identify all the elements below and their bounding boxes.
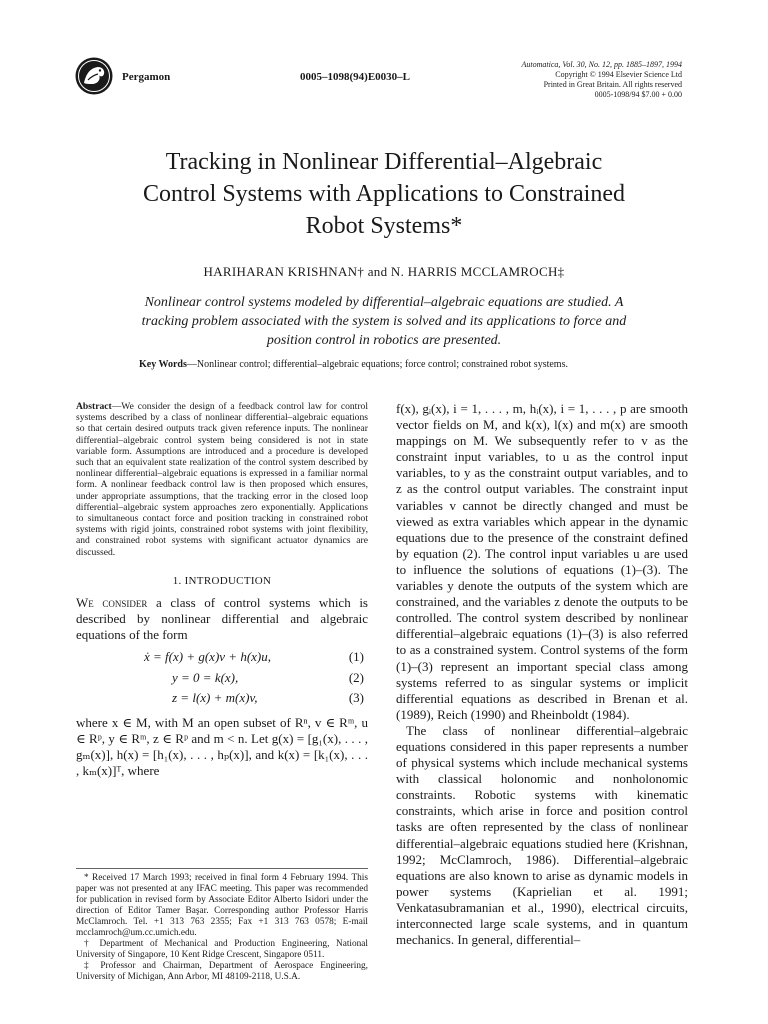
equation-row: [76, 647, 368, 668]
title-line: Control Systems with Applications to Constrained: [143, 181, 625, 207]
intro-lead: We consider: [76, 594, 148, 610]
journal-citation: Automatica, Vol. 30, No. 12, pp. 1885–1897, 1994: [521, 60, 682, 69]
keywords-text: —Nonlinear control; differential–algebraic equations; force control; constrained robot systems.: [186, 359, 568, 370]
title-line: Tracking in Nonlinear Differential–Algebraic: [165, 149, 603, 175]
right-column: [396, 401, 688, 948]
equation-block: [76, 647, 368, 709]
abstract: [76, 401, 368, 558]
copyright-line: Copyright © 1994 Elsevier Science Ltd: [555, 70, 682, 79]
price-line: 0005-1098/94 $7.00 + 0.00: [594, 90, 682, 99]
page-header: [0, 0, 768, 110]
summary: Nonlinear control systems modeled by differential–algebraic equations are studied. A tracking problem associated with the system is solved and its applications to force and position control in robotics are presented.: [141, 295, 627, 348]
article-code: 0005–1098(94)E0030–L: [300, 71, 410, 83]
body-paragraph: The class of nonlinear differential–algebraic equations considered in this paper represents a number of physical systems which include mechanical systems with classical holonomic and nonholonomic constraints. Robotic systems with kinematic constraints, which arise in force and position control tasks are often represented by the class of nonlinear differential–algebraic equations studied here (Krishnan, 1992; McClamroch, 1986). Differential–algebraic equations are also known to arise as dynamic models in power systems (Kaprielian et al. 1991; Venkatasubramanian et al., 1990), electrical circuits, interconnected large scale systems, and in quantum mechanics. In general, differential–: [396, 722, 688, 948]
equation-number: (1): [348, 649, 364, 665]
equation-number: (3): [348, 690, 364, 706]
footnotes: [76, 868, 368, 983]
left-column: [76, 401, 368, 779]
equation: ẋ = f(x) + g(x)v + h(x)u,: [144, 649, 272, 665]
intro-paragraph: where x ∈ M, with M an open subset of Rⁿ, v ∈ Rᵐ, u ∈ Rᵖ, y ∈ Rᵐ, z ∈ Rᵖ and m < n. Let g(x) = [g₁(x), . . . , gₘ(x)], h(x) = [h₁(x), . . . , hₚ(x)], and k(x) = [k₁(x), . . . , kₘ(x)]ᵀ, where: [76, 714, 368, 778]
equation: z = l(x) + m(x)v,: [172, 690, 258, 706]
intro-paragraph: [76, 595, 368, 643]
footnote: * Received 17 March 1993; received in final form 4 February 1994. This paper was not presented at any IFAC meeting. This paper was recommended for publication in revised form by Associate Editor Alberto Isidori under the direction of Editor Tamer Başar. Corresponding author Professor Harris McClamroch. Tel. +1 313 763 2355; Fax +1 313 763 0578; E-mail mcclamroch@um.cc.umich.edu.: [76, 873, 368, 938]
footnote: ‡ Professor and Chairman, Department of Aerospace Engineering, University of Michigan, Ann Arbor, MI 48109-2118, U.S.A.: [76, 961, 368, 982]
printed-line: Printed in Great Britain. All rights reserved: [543, 80, 682, 89]
keywords-label: Key Words: [139, 359, 187, 370]
equation-number: (2): [348, 669, 364, 685]
abstract-label: Abstract: [76, 401, 112, 412]
title-line: Robot Systems*: [305, 213, 463, 239]
author-line: HARIHARAN KRISHNAN† and N. HARRIS MCCLAMROCH‡: [203, 264, 565, 279]
equation: y = 0 = k(x),: [172, 669, 239, 685]
equation-row: [76, 668, 368, 689]
pergamon-logo-icon: [74, 56, 114, 96]
journal-info: [522, 60, 682, 100]
section-heading: 1. INTRODUCTION: [172, 574, 272, 587]
paper-title: [60, 146, 708, 242]
keywords: [139, 359, 639, 371]
footnote: † Department of Mechanical and Production Engineering, National University of Singapore, 10 Kent Ridge Crescent, Singapore 0511.: [76, 939, 368, 960]
publisher-name: Pergamon: [122, 71, 171, 83]
equation-row: [76, 688, 368, 709]
abstract-text: —We consider the design of a feedback control law for control systems described by a class of nonlinear differential–algebraic equations so that certain desired outputs track given reference inputs. The nonlinear differential–algebraic control system being considered is not in state variable form. Assumptions are introduced and a procedure is developed such that an equivalent state realization of the control system described by nonlinear differential–algebraic equations is expressed in a familiar normal form. A nonlinear feedback control law is then proposed which ensures, under appropriate assumptions, that the tracking error in the closed loop differential–algebraic system approaches zero exponentially. Applications to simultaneous contact force and position tracking in constrained robot systems with rigid joints, constrained robot systems with joint flexibility, and constrained robot systems with significant actuator dynamics are discussed.: [76, 401, 368, 558]
intro-text: a class of control systems which is described by nonlinear differential and algebraic equations of the form: [76, 594, 368, 643]
body-paragraph: f(x), gᵢ(x), i = 1, . . . , m, hᵢ(x), i = 1, . . . , p are smooth vector fields on M, and k(x), l(x) and m(x) are smooth mappings on M. We subsequently refer to v as the constraint input variables, to u as the control input variables, to y as the constraint output variables, and to z as the control output variables. The constraint input variables v cannot be directly changed and must be viewed as extra variables which appear in the dynamic equations due to the presence of the constraint defined by equation (2). The control input variables u are used to influence the solutions of equations (1)–(3). The variables y denote the outputs of the system which are constrained, and the variables z denote the outputs to be controlled. The control system described by nonlinear differential–algebraic equations (1)–(3) is also referred to as a constrained system. Control systems of the form (1)–(3) represent an important special class among systems referred to as singular systems or implicit differential equations as described in Brenan et al. (1989), Reich (1990) and Rheinboldt (1984).: [396, 401, 688, 722]
